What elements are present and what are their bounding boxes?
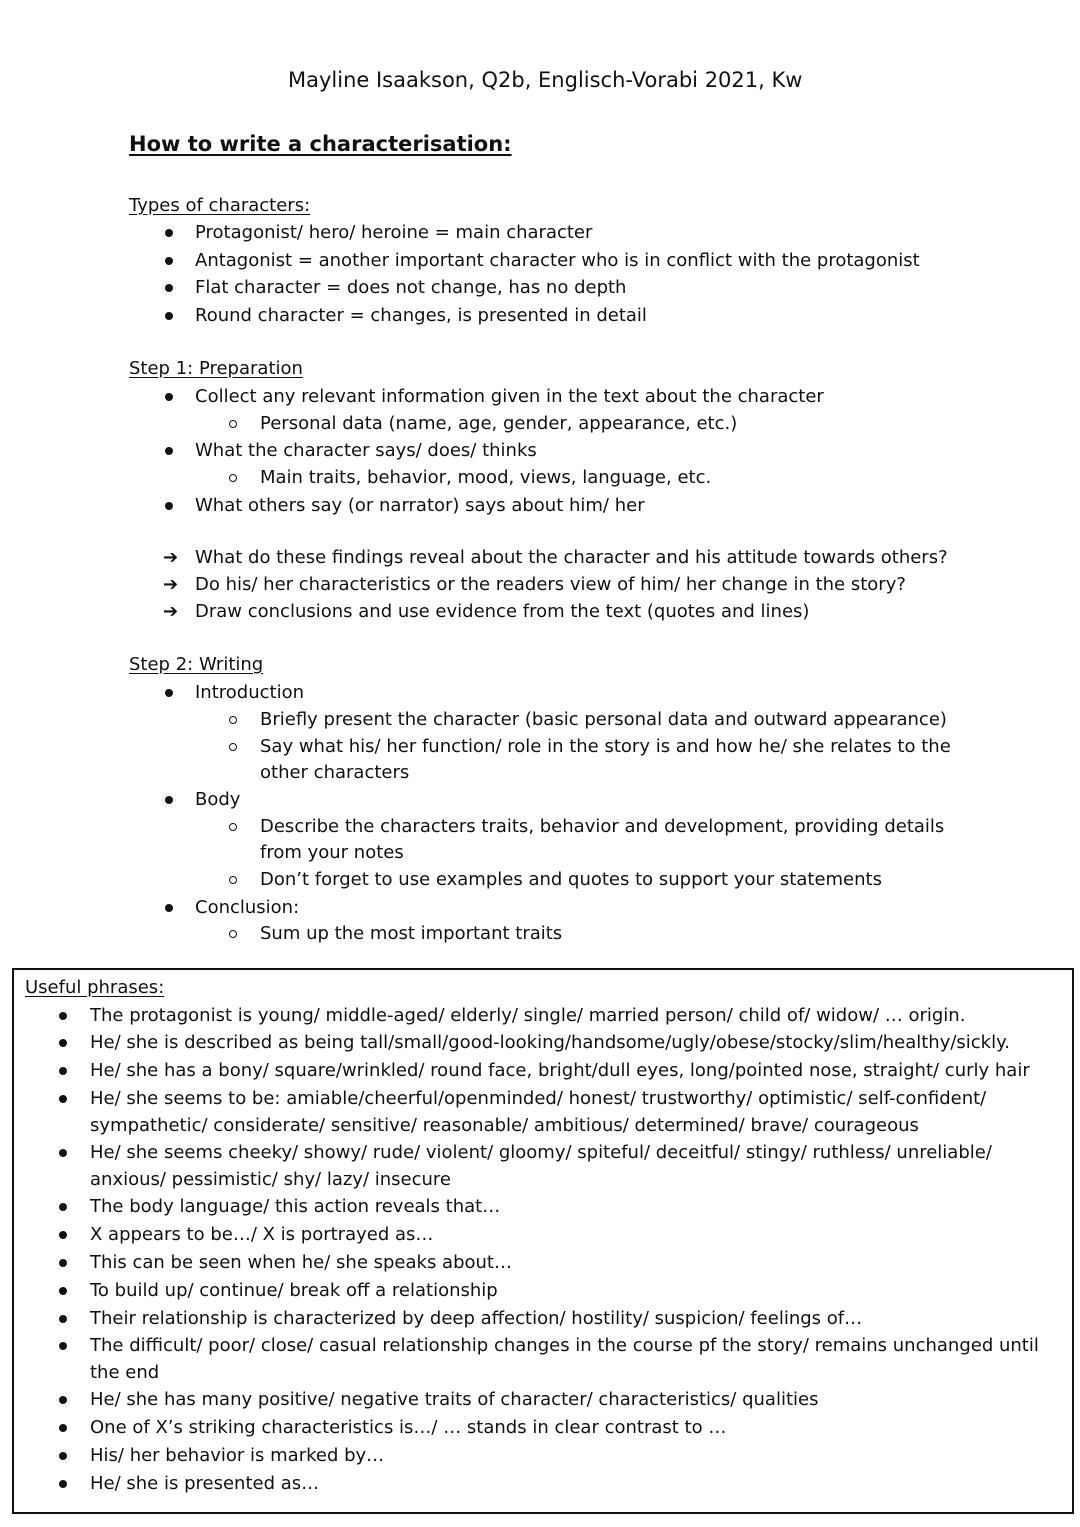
type-item-antagonist: Antagonist = another important character who is in conflict with the protagonist <box>195 250 920 271</box>
phrase-item-cont: sympathetic/ considerate/ sensitive/ reasonable/ ambitious/ determined/ brave/ courageous <box>90 1115 919 1136</box>
bullet <box>165 284 173 292</box>
phrase-item: The difficult/ poor/ close/ casual relationship changes in the course pf the story/ remains unchanged until <box>90 1335 1039 1356</box>
step2-subitem: Sum up the most important traits <box>260 923 563 944</box>
bullet <box>59 1315 67 1323</box>
phrase-item: He/ she has many positive/ negative traits of character/ characteristics/ qualities <box>90 1389 819 1410</box>
bullet <box>165 502 173 510</box>
bullet <box>59 1149 67 1157</box>
step1-conclusion: Draw conclusions and use evidence from the text (quotes and lines) <box>195 601 810 622</box>
phrase-item: He/ she is described as being tall/small/good-looking/handsome/ugly/obese/stocky/slim/healthy/sickly. <box>90 1032 1010 1053</box>
step2-heading: Step 2: Writing <box>129 654 264 675</box>
step1-subitem: Personal data (name, age, gender, appearance, etc.) <box>260 413 738 434</box>
phrase-item: He/ she seems cheeky/ showy/ rude/ violent/ gloomy/ spiteful/ deceitful/ stingy/ ruthless/ unreliable/ <box>90 1142 992 1163</box>
step1-item: What others say (or narrator) says about him/ her <box>195 495 645 516</box>
sub-bullet <box>229 420 237 428</box>
step1-item: What the character says/ does/ thinks <box>195 440 537 461</box>
phrase-item: He/ she is presented as… <box>90 1473 320 1494</box>
type-item-flat: Flat character = does not change, has no depth <box>195 277 627 298</box>
step2-item-conclusion: Conclusion: <box>195 897 300 918</box>
sub-bullet <box>229 930 237 938</box>
arrow-icon: ➔ <box>163 547 179 568</box>
arrow-icon: ➔ <box>163 601 179 622</box>
arrow-icon: ➔ <box>163 574 179 595</box>
bullet <box>165 796 173 804</box>
phrase-item: He/ she seems to be: amiable/cheerful/openminded/ honest/ trustworthy/ optimistic/ self-confident/ <box>90 1088 987 1109</box>
step2-subitem: Describe the characters traits, behavior and development, providing details <box>260 816 945 837</box>
bullet <box>59 1067 67 1075</box>
step2-subitem: Don’t forget to use examples and quotes to support your statements <box>260 869 882 890</box>
step1-conclusion: Do his/ her characteristics or the readers view of him/ her change in the story? <box>195 574 906 595</box>
sub-bullet <box>229 743 237 751</box>
bullet <box>59 1480 67 1488</box>
step2-item-body: Body <box>195 789 241 810</box>
phrase-item: Their relationship is characterized by deep affection/ hostility/ suspicion/ feelings of… <box>90 1308 863 1329</box>
phrase-item: The protagonist is young/ middle-aged/ elderly/ single/ married person/ child of/ widow/ … origin. <box>90 1005 966 1026</box>
phrase-item: This can be seen when he/ she speaks about… <box>90 1252 512 1273</box>
bullet <box>165 904 173 912</box>
bullet <box>165 312 173 320</box>
step1-item: Collect any relevant information given in the text about the character <box>195 386 824 407</box>
bullet <box>59 1012 67 1020</box>
bullet <box>59 1396 67 1404</box>
phrase-item: One of X’s striking characteristics is…/ … stands in clear contrast to … <box>90 1417 727 1438</box>
bullet <box>165 393 173 401</box>
bullet <box>165 257 173 265</box>
step2-item-introduction: Introduction <box>195 682 305 703</box>
bullet <box>59 1259 67 1267</box>
step2-subitem-cont: from your notes <box>260 842 404 863</box>
page-title: How to write a characterisation: <box>129 132 512 156</box>
phrase-item-cont: anxious/ pessimistic/ shy/ lazy/ insecure <box>90 1169 451 1190</box>
phrase-item: The body language/ this action reveals that… <box>90 1196 501 1217</box>
bullet <box>59 1452 67 1460</box>
bullet <box>59 1095 67 1103</box>
sub-bullet <box>229 474 237 482</box>
bullet <box>59 1287 67 1295</box>
phrase-item-cont: the end <box>90 1362 160 1383</box>
sub-bullet <box>229 823 237 831</box>
type-item-round: Round character = changes, is presented in detail <box>195 305 647 326</box>
type-item-protagonist: Protagonist/ hero/ heroine = main character <box>195 222 593 243</box>
types-heading: Types of characters: <box>129 195 311 216</box>
step1-conclusion: What do these findings reveal about the character and his attitude towards others? <box>195 547 948 568</box>
phrase-item: His/ her behavior is marked by… <box>90 1445 385 1466</box>
phrase-item: He/ she has a bony/ square/wrinkled/ round face, bright/dull eyes, long/pointed nose, straight/ curly hair <box>90 1060 1030 1081</box>
step2-subitem: Say what his/ her function/ role in the story is and how he/ she relates to the <box>260 736 951 757</box>
bullet <box>59 1039 67 1047</box>
phrase-item: X appears to be…/ X is portrayed as… <box>90 1224 434 1245</box>
bullet <box>59 1342 67 1350</box>
step2-subitem-cont: other characters <box>260 762 410 783</box>
bullet <box>165 229 173 237</box>
bullet <box>165 689 173 697</box>
bullet <box>59 1424 67 1432</box>
step1-subitem: Main traits, behavior, mood, views, language, etc. <box>260 467 712 488</box>
bullet <box>59 1231 67 1239</box>
bullet <box>59 1203 67 1211</box>
sub-bullet <box>229 716 237 724</box>
bullet <box>165 447 173 455</box>
page-header: Mayline Isaakson, Q2b, Englisch-Vorabi 2021, Kw <box>288 68 803 92</box>
phrase-item: To build up/ continue/ break off a relationship <box>90 1280 498 1301</box>
sub-bullet <box>229 876 237 884</box>
phrases-heading: Useful phrases: <box>25 977 165 998</box>
step2-subitem: Briefly present the character (basic personal data and outward appearance) <box>260 709 947 730</box>
step1-heading: Step 1: Preparation <box>129 358 303 379</box>
